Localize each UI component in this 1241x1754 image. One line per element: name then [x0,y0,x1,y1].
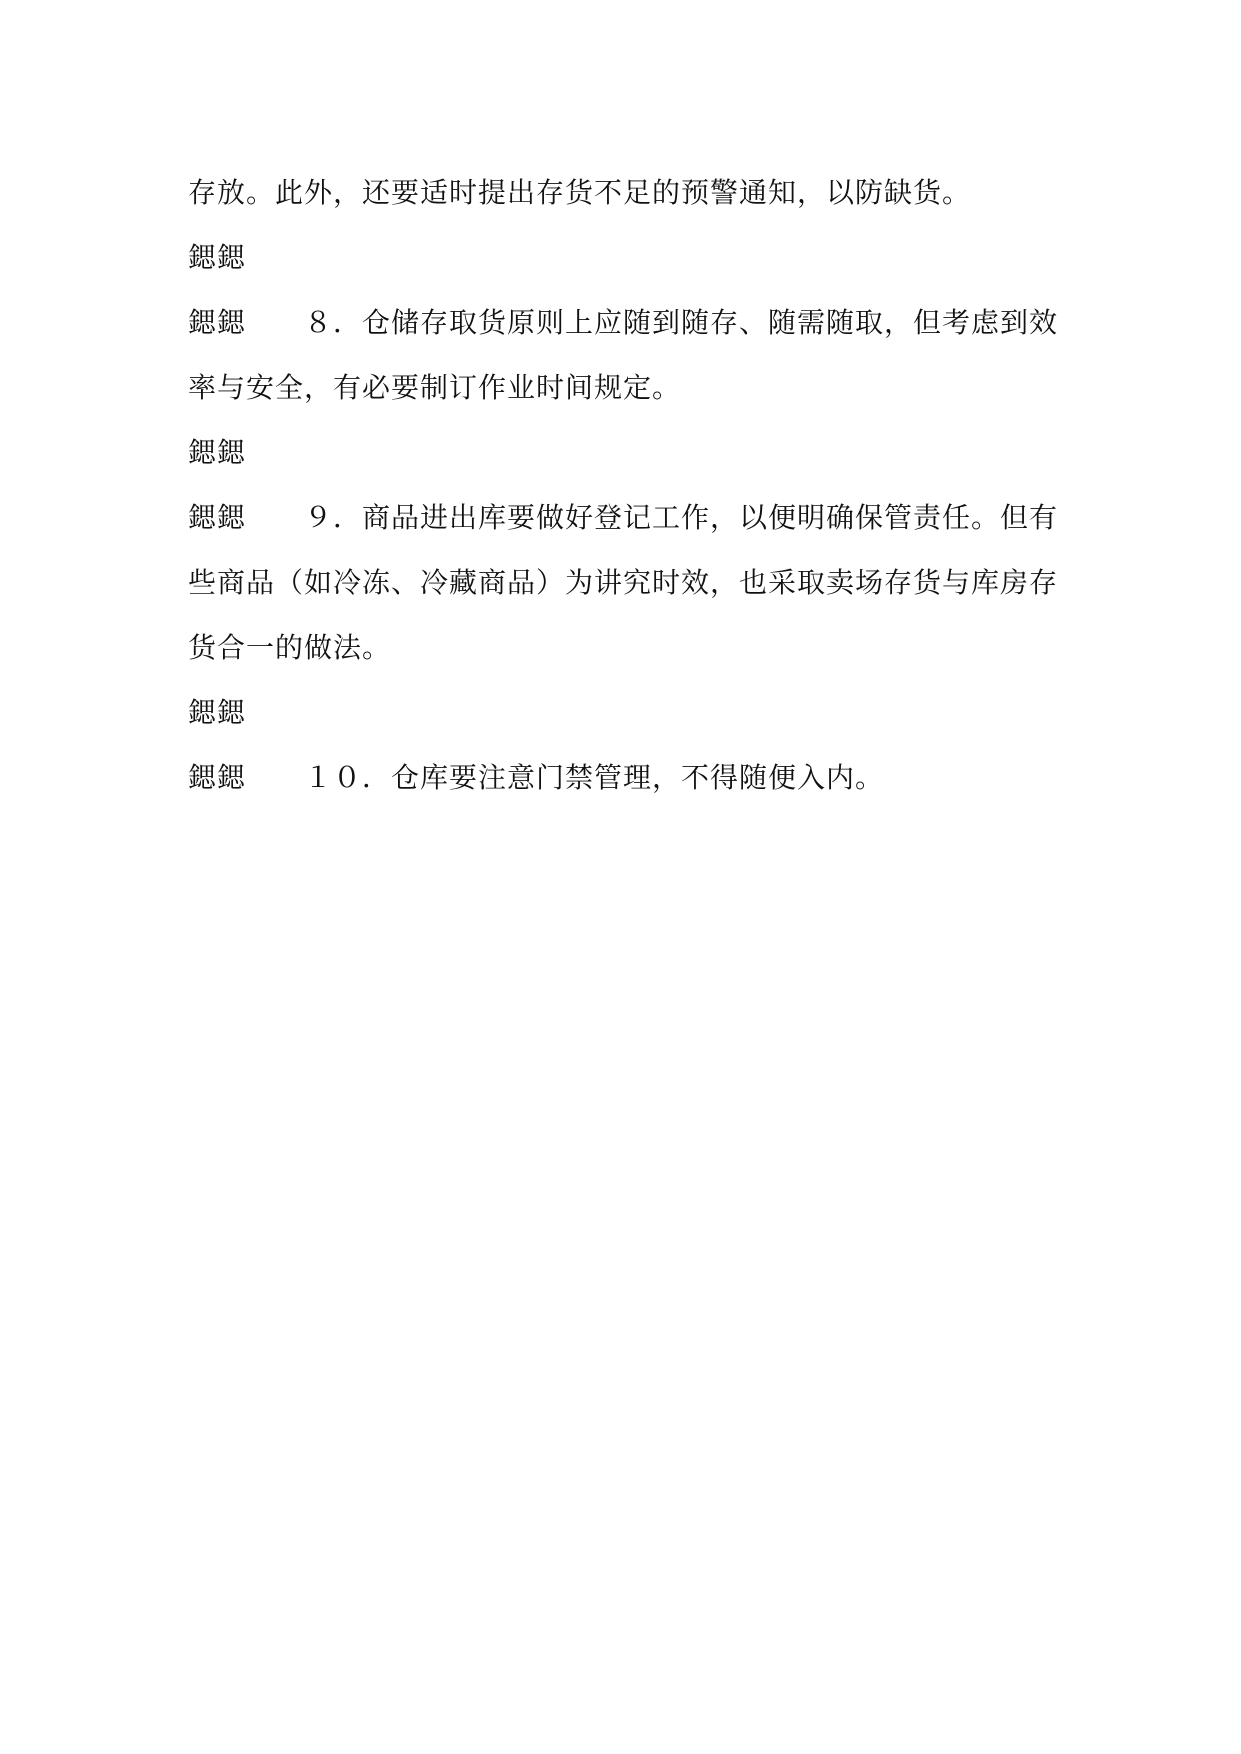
document-body [188,160,1058,810]
text-line: 鍶鍶 [188,696,247,729]
text-line: 些商品（如冷冻、冷藏商品）为讲究时效，也采取卖场存货与库房存 [188,566,1059,599]
text-line: 存放。此外，还要适时提出存货不足的预警通知，以防缺货。 [188,176,972,209]
text-line: 货合一的做法。 [188,631,392,664]
text-line: 鍶鍶 [188,241,247,274]
text-line: 率与安全，有必要制订作业时间规定。 [188,371,682,404]
text-line: 鍶鍶 ９．商品进出库要做好登记工作，以便明确保管责任。但有 [188,501,1059,534]
text-line: 鍶鍶 ８．仓储存取货原则上应随到随存、随需随取，但考虑到效 [188,306,1059,339]
text-line: 鍶鍶 [188,436,247,469]
text-line: 鍶鍶 １０．仓库要注意门禁管理，不得随便入内。 [188,761,885,794]
